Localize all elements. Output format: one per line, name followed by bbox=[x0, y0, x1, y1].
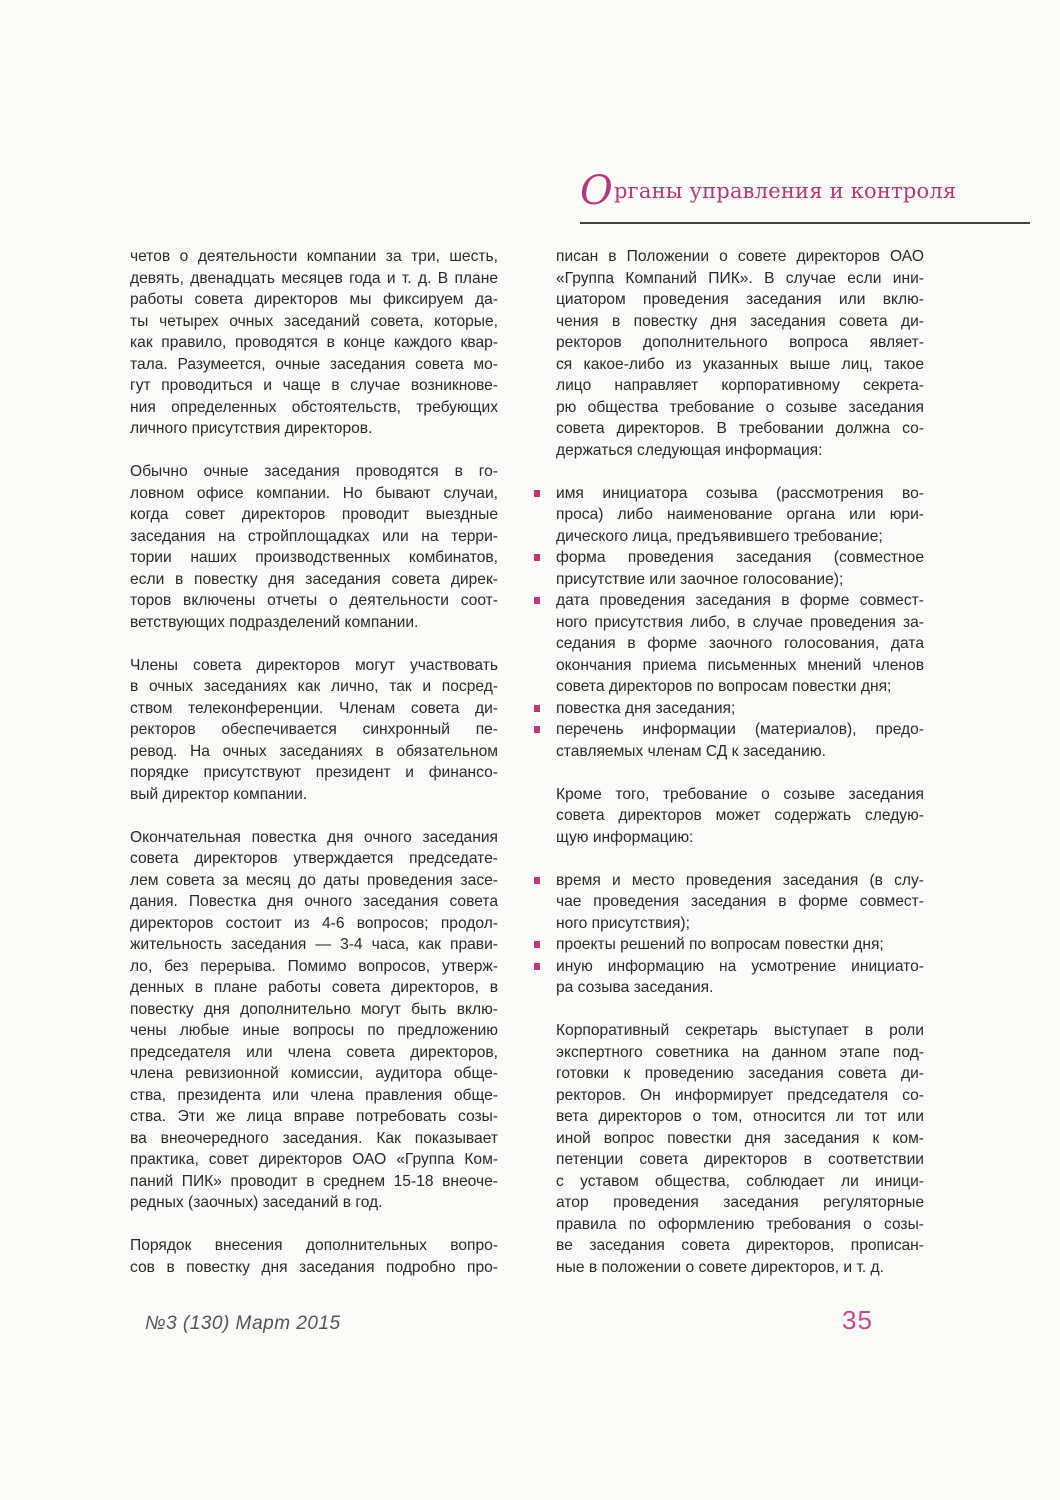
left-column bbox=[130, 246, 498, 1300]
text-line: совета директоров утверждается председате- bbox=[130, 850, 498, 867]
text-line: форма проведения заседания (совместное bbox=[556, 549, 924, 566]
text-line: тории наших производственных комбинатов, bbox=[130, 549, 498, 566]
text-line: седания в форме заочного голосования, дата bbox=[556, 635, 924, 652]
text-line: ся какое-либо из указанных выше лиц, такое bbox=[556, 355, 924, 373]
text-line: ния определенных обстоятельств, требующих bbox=[130, 398, 498, 416]
bullet-square-icon bbox=[534, 597, 540, 604]
text-line: Обычно очные заседания проводятся в го- bbox=[130, 463, 498, 480]
bullet-square-icon bbox=[534, 726, 540, 733]
text-line: председателя или члена совета директоров, bbox=[130, 1043, 498, 1061]
text-line: ного присутствия); bbox=[556, 914, 690, 932]
paragraph bbox=[130, 461, 498, 633]
paragraph bbox=[130, 246, 498, 440]
paragraph-optional-intro bbox=[556, 784, 924, 849]
text-line: готовки к проведению заседания совета ди- bbox=[556, 1065, 924, 1082]
section-title-text: рганы управления и контроля bbox=[614, 179, 957, 203]
paragraph-intro bbox=[556, 246, 924, 461]
text-line: «Группа Компаний ПИК». В случае если ини- bbox=[556, 269, 924, 287]
text-line: время и место проведения заседания (в слу- bbox=[556, 871, 924, 889]
section-title bbox=[580, 168, 957, 214]
text-line: ве заседания совета директоров, прописан- bbox=[556, 1237, 924, 1254]
paragraph bbox=[130, 1235, 498, 1278]
issue-info: №3 (130) Март 2015 bbox=[145, 1313, 341, 1334]
text-line: ректоров обеспечивается синхронный пе- bbox=[130, 721, 498, 738]
text-line: держаться следующая информация: bbox=[556, 441, 823, 459]
text-line: ного присутствия либо, в случае проведения за- bbox=[556, 613, 924, 631]
text-line: Кроме того, требование о созыве заседания bbox=[556, 785, 924, 803]
text-line: Порядок внесения дополнительных вопро- bbox=[130, 1237, 498, 1254]
list-item bbox=[556, 870, 924, 935]
text-line: чения в повестку дня заседания совета ди- bbox=[556, 312, 924, 330]
paragraph bbox=[130, 827, 498, 1214]
list-item bbox=[556, 698, 924, 720]
text-line: если в повестку дня заседания совета дирек- bbox=[130, 570, 498, 588]
text-line: ством телеконференции. Членам совета ди- bbox=[130, 699, 498, 717]
text-line: перечень информации (материалов), предо- bbox=[556, 721, 924, 738]
text-line: торов включены отчеты о деятельности соот- bbox=[130, 592, 498, 609]
text-line: гут проводиться и чаще в случае возникнове- bbox=[130, 377, 498, 394]
text-line: как правило, проводятся в конце каждого квар- bbox=[130, 334, 498, 351]
list-item bbox=[556, 934, 924, 956]
text-line: щую информацию: bbox=[556, 828, 694, 846]
text-line: работы совета директоров мы фиксируем да- bbox=[130, 291, 498, 308]
text-line: редных (заочных) заседаний в год. bbox=[130, 1194, 383, 1211]
text-line: лем совета за месяц до даты проведения засе- bbox=[130, 871, 498, 889]
text-line: окончания приема письменных мнений членов bbox=[556, 656, 924, 674]
text-line: присутствие или заочное голосование); bbox=[556, 570, 844, 588]
list-item bbox=[556, 547, 924, 590]
paragraph-closing bbox=[556, 1020, 924, 1278]
text-line: в очных заседаниях как лично, так и посред- bbox=[130, 678, 498, 695]
text-line: правила по оформлению требования о созы- bbox=[556, 1215, 924, 1233]
text-line: члена ревизионной комиссии, аудитора обще- bbox=[130, 1065, 498, 1082]
text-line: чены любые иные вопросы по предложению bbox=[130, 1022, 498, 1039]
text-line: ловном офисе компании. Но бывают случаи, bbox=[130, 484, 498, 502]
text-line: ревод. На очных заседаниях в обязательном bbox=[130, 742, 498, 760]
required-info-list bbox=[556, 483, 924, 763]
right-column bbox=[556, 246, 924, 1300]
text-line: совета директоров может содержать следую- bbox=[556, 807, 924, 824]
text-line: жительность заседания — 3-4 часа, как прави- bbox=[130, 936, 498, 953]
text-line: ветствующих подразделений компании. bbox=[130, 613, 419, 631]
list-item bbox=[556, 590, 924, 698]
text-line: ные в положении о совете директоров, и т. д. bbox=[556, 1258, 884, 1276]
text-line: ректоров дополнительного вопроса являет- bbox=[556, 334, 924, 351]
text-line: дания. Повестка дня очного заседания совета bbox=[130, 893, 498, 910]
text-line: совета директоров. В требовании должна со- bbox=[556, 420, 924, 437]
text-line: практика, совет директоров ОАО «Группа Ком- bbox=[130, 1151, 498, 1168]
text-line: дического лица, предъявившего требование; bbox=[556, 527, 883, 545]
list-item bbox=[556, 483, 924, 548]
text-line: повестка дня заседания; bbox=[556, 699, 736, 717]
text-line: петенции совета директоров в соответствии bbox=[556, 1151, 924, 1168]
text-line: Члены совета директоров могут участвовать bbox=[130, 656, 498, 674]
text-line: проса) либо наименование органа или юри- bbox=[556, 506, 924, 523]
text-line: девять, двенадцать месяцев года и т. д. В плане bbox=[130, 269, 498, 287]
text-line: Окончательная повестка дня очного заседания bbox=[130, 828, 498, 846]
text-line: Корпоративный секретарь выступает в роли bbox=[556, 1022, 924, 1039]
text-line: ра созыва заседания. bbox=[556, 979, 714, 996]
header-divider bbox=[580, 222, 1030, 224]
text-line: директоров состоит из 4-6 вопросов; продол- bbox=[130, 914, 498, 932]
text-line: иной вопрос повестки дня заседания к ком- bbox=[556, 1129, 924, 1147]
text-line: порядке присутствуют президент и финансо- bbox=[130, 764, 498, 781]
bullet-square-icon bbox=[534, 490, 540, 497]
bullet-square-icon bbox=[534, 705, 540, 712]
text-line: писан в Положении о совете директоров ОАО bbox=[556, 248, 924, 265]
text-line: паний ПИК» проводит в среднем 15-18 внеоче- bbox=[130, 1172, 498, 1190]
text-line: чае проведения заседания в форме совмест- bbox=[556, 893, 924, 910]
text-line: дата проведения заседания в форме совмест- bbox=[556, 592, 924, 609]
text-line: циатором проведения заседания или вклю- bbox=[556, 291, 924, 308]
list-item bbox=[556, 719, 924, 762]
text-line: с уставом общества, соблюдает ли иници- bbox=[556, 1172, 924, 1190]
text-line: лицо направляет корпоративному секрета- bbox=[556, 377, 924, 394]
text-line: экспертного советника на данном этапе под- bbox=[556, 1043, 924, 1061]
text-line: ректоров. Он информирует председателя со- bbox=[556, 1086, 924, 1104]
text-line: повестку дня дополнительно могут быть вклю- bbox=[130, 1000, 498, 1018]
text-line: ставляемых членам СД к заседанию. bbox=[556, 742, 826, 760]
text-line: проекты решений по вопросам повестки дня; bbox=[556, 936, 884, 953]
paragraph bbox=[130, 655, 498, 806]
text-line: иную информацию на усмотрение инициато- bbox=[556, 957, 924, 975]
text-line: ты четырех очных заседаний совета, которые, bbox=[130, 312, 498, 330]
list-item bbox=[556, 956, 924, 999]
text-line: ства, президента или члена правления обще- bbox=[130, 1086, 498, 1104]
text-line: имя инициатора созыва (рассмотрения во- bbox=[556, 484, 924, 502]
text-line: когда совет директоров проводит выездные bbox=[130, 506, 498, 523]
text-line: четов о деятельности компании за три, шесть, bbox=[130, 248, 498, 265]
text-line: вета директоров о том, относится ли тот или bbox=[556, 1108, 924, 1125]
text-line: совета директоров по вопросам повестки дня; bbox=[556, 678, 892, 695]
section-header bbox=[580, 170, 1030, 230]
text-line: ло, без перерыва. Помимо вопросов, утверж- bbox=[130, 957, 498, 975]
text-line: заседания на стройплощадках или на терри- bbox=[130, 527, 498, 545]
text-line: атор проведения заседания регуляторные bbox=[556, 1194, 924, 1211]
text-line: личного присутствия директоров. bbox=[130, 420, 373, 437]
text-line: рю общества требование о созыве заседания bbox=[556, 398, 924, 416]
text-line: сов в повестку дня заседания подробно про- bbox=[130, 1258, 498, 1276]
text-line: тала. Разумеется, очные заседания совета мо- bbox=[130, 355, 498, 373]
section-title-initial: О bbox=[580, 168, 613, 214]
text-line: вый директор компании. bbox=[130, 785, 308, 803]
page-number: 35 bbox=[842, 1305, 873, 1335]
optional-info-list bbox=[556, 870, 924, 999]
text-line: денных в плане работы совета директоров, в bbox=[130, 979, 498, 996]
bullet-square-icon bbox=[534, 963, 540, 970]
bullet-square-icon bbox=[534, 941, 540, 948]
bullet-square-icon bbox=[534, 877, 540, 884]
text-line: ва внеочередного заседания. Как показывает bbox=[130, 1129, 498, 1147]
text-line: ства. Эти же лица вправе потребовать созы- bbox=[130, 1108, 498, 1125]
bullet-square-icon bbox=[534, 554, 540, 561]
